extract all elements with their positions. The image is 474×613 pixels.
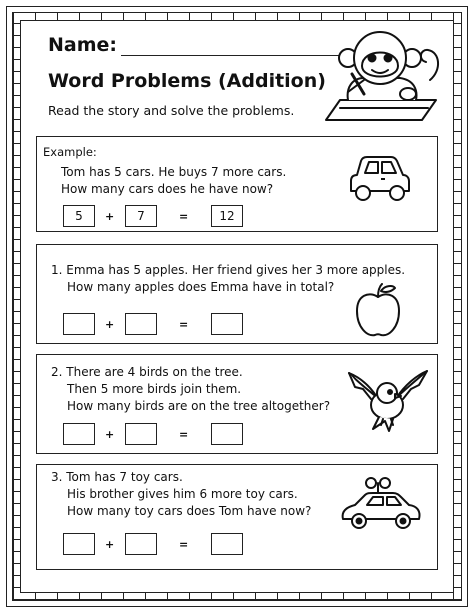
worksheet-title: Word Problems (Addition): [48, 70, 326, 92]
equals-sign: =: [179, 210, 189, 223]
bird-icon: [345, 367, 431, 437]
problem-2-line1: 2. There are 4 birds on the tree.: [51, 365, 243, 379]
problem-3-line3: How many toy cars does Tom have now?: [67, 504, 312, 518]
problem-1-panel: [36, 244, 438, 344]
equals-sign: =: [179, 318, 189, 331]
example-text-line2: How many cars does he have now?: [61, 182, 274, 196]
equals-sign: =: [179, 428, 189, 441]
plus-sign: +: [105, 538, 115, 551]
problem-3-line2: His brother gives him 6 more toy cars.: [67, 487, 298, 501]
car-icon: [343, 151, 415, 207]
problem-3-panel: [36, 464, 438, 570]
problem-3-answer-box-2[interactable]: [125, 533, 157, 555]
example-text-line1: Tom has 5 cars. He buys 7 more cars.: [61, 165, 287, 179]
equals-sign: =: [179, 538, 189, 551]
example-result: 12: [211, 205, 243, 227]
apple-icon: [353, 283, 403, 339]
problem-1-line1: 1. Emma has 5 apples. Her friend gives her 3 more apples.: [51, 263, 406, 277]
problem-3-answer-box-1[interactable]: [63, 533, 95, 555]
example-addend-1: 5: [63, 205, 95, 227]
problem-1-line2: How many apples does Emma have in total?: [67, 280, 335, 294]
monkey-icon: [318, 28, 444, 128]
problem-2-line2: Then 5 more birds join them.: [67, 382, 242, 396]
toy-car-icon: [337, 475, 423, 535]
problem-2-line3: How many birds are on the tree altogether?: [67, 399, 331, 413]
plus-sign: +: [105, 428, 115, 441]
problem-3-result-box[interactable]: [211, 533, 243, 555]
name-field[interactable]: [121, 35, 351, 56]
example-panel: [36, 136, 438, 232]
problem-2-panel: [36, 354, 438, 454]
problem-2-result-box[interactable]: [211, 423, 243, 445]
name-label: Name:: [48, 34, 118, 56]
plus-sign: +: [105, 210, 115, 223]
problem-1-answer-box-1[interactable]: [63, 313, 95, 335]
problem-3-line1: 3. Tom has 7 toy cars.: [51, 470, 183, 484]
example-addend-2: 7: [125, 205, 157, 227]
problem-2-answer-box-1[interactable]: [63, 423, 95, 445]
example-label: Example:: [43, 145, 97, 159]
plus-sign: +: [105, 318, 115, 331]
problem-1-answer-box-2[interactable]: [125, 313, 157, 335]
problem-2-answer-box-2[interactable]: [125, 423, 157, 445]
problem-1-result-box[interactable]: [211, 313, 243, 335]
instructions: Read the story and solve the problems.: [48, 103, 295, 118]
name-row: [48, 34, 351, 56]
